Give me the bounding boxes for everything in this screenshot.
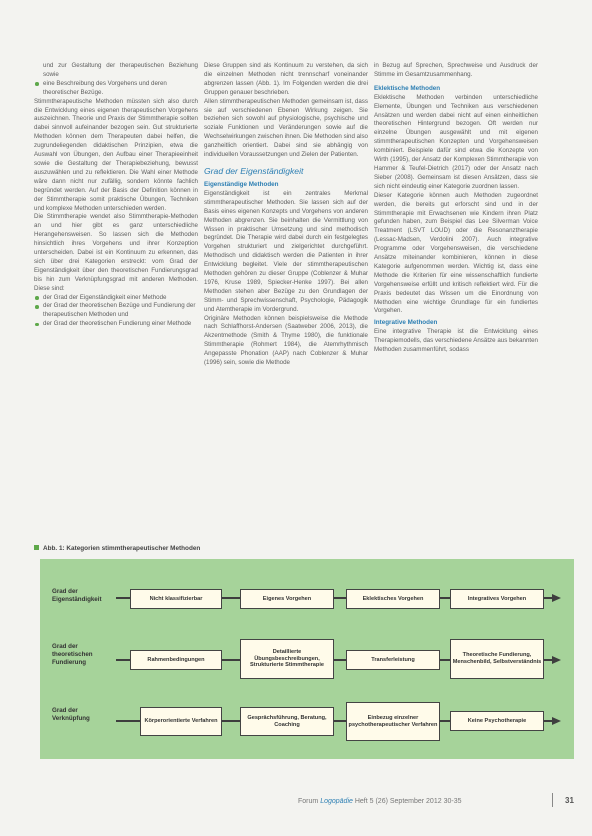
paragraph: Dieser Kategorie können auch Methoden zugeordnet werden, die bereits gut erforscht sind und in der Stimmtherapie mit Erwachsenen wie Kindern ihren Platz gefunden haben, zum Beispiel das Lee Silverman Voice Treatment (LSVT LOUD) oder die Resonanztherapie (Lessac-Madsen, Verdolini 2007). Auch integrative Programme oder Vorgehensweisen, die verschiedene Ansätze miteinander kombinieren, können in diese Kategorie aufgenommen werden. Wichtig ist, dass eine Methode die Kriterien für eine wissenschaftlich fundierte Vorgehensweise erfüllt und kritisch reflektiert wird. Für die Praxis bedeutet das Wissen um die Einordnung von Methoden eine wichtige Grundlage für ein fundiertes Vorgehen.: [374, 191, 538, 315]
diagram-box: Keine Psychotherapie: [450, 711, 544, 731]
diagram-box: Einbezug einzelner psychotherapeutischer Verfahren: [346, 702, 440, 741]
page-footer: [298, 798, 461, 805]
diagram-box: Theoretische Fundierung, Menschenbild, Selbstverständnis: [450, 639, 544, 679]
arrow-head-icon: [552, 717, 561, 725]
footer-brand: Logopädie: [320, 798, 353, 805]
caption-text: Abb. 1: Kategorien stimmtherapeutischer Methoden: [43, 545, 201, 552]
paragraph: Allen stimmtherapeutischen Methoden gemeinsam ist, dass sie auf verschiedenen Ebenen Wirkung zeigen. Sie beziehen sich sowohl auf physiologische, psychische und soziale Funktionen und Veränderungen sowie auf die Wechselwirkungen zwischen ihnen. Die Methoden sind also ganzheitlich orientiert. Dabei sind sie abhängig von individuellen Voraussetzungen und Zielen der Patienten.: [204, 97, 368, 159]
list-item: eine Beschreibung des Vorgehens und deren theoretischer Bezüge.: [34, 80, 198, 98]
footer-divider: [552, 793, 553, 807]
footer-brand-prefix: Forum: [298, 798, 319, 805]
row-label-eigenstaendigkeit: Grad der Eigenständigkeit: [52, 588, 102, 603]
footer-pages: 30-35: [443, 798, 462, 805]
text-column-3: [374, 62, 538, 355]
sub-heading: Eklektische Methoden: [374, 84, 441, 92]
paragraph: Stimmtherapeutische Methoden müssten sich also durch die Entwicklung eines eigenen therapeutischen Vorgehens auszeichnen. Theorie und Praxis der Stimmtherapie sollten dabei sinnvoll aufeinander bezogen sein. Gut strukturierte Methoden können dem Therapeuten dabei helfen, die zugrundeliegenden didaktischen Prinzipien, etwa die Auswahl von Übungen, den Aufbau einer Therapieeinheit sowie die Gestaltung der Therapiebeziehung, bewusst auszuwählen und zu reflektieren. Die Wahl einer Methode wäre dann nicht nur zufällig, sondern könnte fachlich begründet werden. Auf der Basis der Definition können in der Stimmtherapie somit praktische Übungen, Techniken und komplexe Methoden unterschieden werden.: [34, 97, 198, 212]
text-column-1: [34, 62, 198, 329]
diagram-box: Nicht klassifizierbar: [130, 589, 222, 609]
list-item: der Grad der theoretischen Bezüge und Fundierung der therapeutischen Methoden und: [34, 302, 198, 320]
sub-heading: Eigenständige Methoden: [204, 180, 279, 188]
page-number: 31: [565, 796, 574, 805]
paragraph: Eklektische Methoden verbinden unterschiedliche Elemente, Übungen und Techniken aus verschiedenen Ansätzen und werden dabei nicht auf einen einheitlichen theoretischen Hintergrund bezogen. Oft werden nur einzelne Übungen ausgewählt und mit eigenen stimmtherapeutischen Konzepten und Vorgehensweisen kombiniert. Beispiele dafür sind etwa die Konzepte von Wirth (1995), der Ansatz der Komplexen Stimmtherapie von Hammer & Teufel-Dietrich (2017) oder der Ansatz nach Sieber (2008). Gemeinsam ist diesen Ansätzen, dass sie sich nicht eindeutig einer Kategorie zuordnen lassen.: [374, 93, 538, 190]
figure-caption: [34, 545, 200, 552]
diagram-box: Rahmenbedingungen: [130, 650, 222, 670]
diagram-box: Transferleistung: [346, 650, 440, 670]
paragraph: Eine integrative Therapie ist die Entwicklung eines Therapiemodells, das verschiedene Ansätze aus bekannten Methoden zusammenführt, sodass: [374, 328, 538, 354]
paragraph: Diese Gruppen sind als Kontinuum zu verstehen, da sich die einzelnen Methoden nicht trennscharf voneinander abgrenzen lassen (Abb. 1). Im Folgenden werden die drei Gruppen genauer beschrieben.: [204, 62, 368, 96]
row-label-fundierung: Grad der theoretischen Fundierung: [52, 643, 93, 666]
paragraph: in Bezug auf Sprechen, Sprechweise und Ausdruck der Stimme im Gesamtzusammenhang.: [374, 62, 538, 78]
diagram-box: Integratives Vorgehen: [450, 589, 544, 609]
list-item: der Grad der Eigenständigkeit einer Methode: [34, 294, 198, 303]
sub-heading: Integrative Methoden: [374, 319, 438, 327]
arrow-head-icon: [552, 656, 561, 664]
bullet-list: [34, 294, 198, 330]
paragraph: Originäre Methoden können beispielsweise die Methode nach Schlaffhorst-Andersen (Saatweber 2006, 2013), die Akzentmethode (Smith & Thyme 1980), die funktionale Stimmtherapie (Rohmert 1984), die Atemrhythmisch Angepasste Phonation (AAP) nach Coblenzer & Muhar (1996) sein, sowie die Methode: [204, 314, 368, 367]
paragraph: Die Stimmtherapie wendet also Stimmtherapie-Methoden an und hier gibt es ganz unterschiedliche Herangehensweisen. So lassen sich die Methoden hinsichtlich ihres Vorgehens und ihrer Konzeption unterscheiden. Dabei ist ein Kontinuum zu erkennen, das sich über drei Kategorien erstreckt: vom Grad der Eigenständigkeit über den theoretischen Fundierungsgrad bis hin zum Verknüpfungsgrad mit anderen Methoden. Diese sind:: [34, 213, 198, 292]
row-label-verknuepfung: Grad der Verknüpfung: [52, 707, 90, 722]
text-column-2: [204, 62, 368, 368]
diagram-box: Detaillierte Übungsbeschreibungen, Strukturierte Stimmtherapie: [240, 639, 334, 679]
paragraph: Eigenständigkeit ist ein zentrales Merkmal stimmtherapeutischer Methoden. Sie lassen sich auf der Basis eines eigenen Konzepts und Vorgehens von anderen Methoden abgrenzen. Sie beinhalten die Vermittlung von Wissen in praktischer Umsetzung und sind methodisch begründet. Die Therapie wird dabei durch ein festgelegtes Vorgehen strukturiert und zielgerichtet durchgeführt. Methodisch und didaktisch werden die Patienten in ihrer Entwicklung begleitet. Viele der stimmtherapeutischen Methoden gehören zu dieser Gruppe (Coblenzer & Muhar 1976, Kruse 1989, Spiecker-Henke 1997). Bei allen Methoden stehen aber Bezüge zu den Grundlagen der Stimm- und Sprechwissenschaft, Psychologie, Pädagogik und Atemtherapie im Vordergrund.: [204, 189, 368, 313]
section-heading: Grad der Eigenständigkeit: [204, 165, 304, 176]
list-item: der Grad der theoretischen Fundierung einer Methode: [34, 320, 198, 329]
diagram-box: Gesprächsführung, Beratung, Coaching: [240, 707, 334, 736]
bullet-list: [34, 80, 198, 98]
footer-issue: Heft 5 (26) September 2012: [354, 798, 442, 805]
diagram-box: Körperorientierte Verfahren: [140, 707, 222, 736]
diagram-box: Eigenes Vorgehen: [240, 589, 334, 609]
arrow-head-icon: [552, 594, 561, 602]
methods-category-diagram: [40, 559, 574, 759]
paragraph: und zur Gestaltung der therapeutischen Beziehung sowie: [43, 62, 198, 78]
diagram-box: Eklektisches Vorgehen: [346, 589, 440, 609]
caption-marker-icon: [34, 545, 39, 550]
